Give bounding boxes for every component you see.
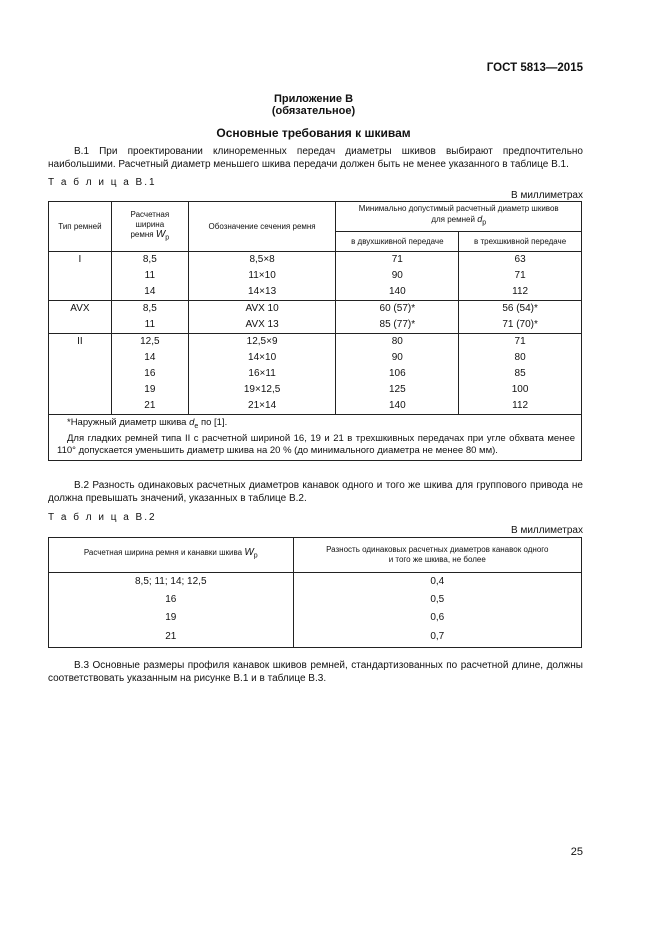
appendix-title: Приложение В [273, 93, 354, 105]
appendix-status: (обязательное) [271, 105, 356, 117]
th-section: Обозначение сечения ремня [188, 202, 336, 252]
th-width: Расчетная ширина ремня $W_р$ [111, 202, 188, 252]
table-row: 16 0,5 [49, 591, 582, 609]
table-row: 11 11×10 90 71 [49, 268, 582, 284]
th-belt-width: Расчетная ширина ремня и канавки шкива $W_р$ [49, 538, 294, 573]
footnote-smooth-belts: Для гладких ремней типа II с расчетной шириной 16, 19 и 21 в трехшкивных передачах при угле обхвата менее 110° допускается уменьшить диаметр шкива на 20 % (до минимального диаметра не менее 80 мм). [57, 432, 575, 456]
table-row: 11 AVX 13 85 (77)* 71 (70)* [49, 317, 582, 334]
table2-units: В миллиметрах [511, 525, 583, 536]
footnote-outer-diameter: *Наружный диаметр шкива $d_e$ по [1]. [67, 417, 228, 430]
table1-units: В миллиметрах [511, 190, 583, 201]
paragraph-b3: В.3 Основные размеры профиля канавок шкивов ремней, стандартизованных по расчетной длине, должны соответствовать указанным на рисунке В.1 и в таблице В.3. [48, 660, 583, 684]
th-three-pulley: в трехшкивной передаче [459, 232, 582, 252]
th-diameter-difference: Разность одинаковых расчетных диаметров канавок одного и того же шкива, не более [293, 538, 581, 573]
table-row: 14 14×10 90 80 [49, 350, 582, 366]
standard-header: ГОСТ 5813—2015 [486, 62, 583, 74]
table-row: 19 0,6 [49, 609, 582, 627]
section-title: Основные требования к шкивам [216, 126, 411, 140]
paragraph-b2: В.2 Разность одинаковых расчетных диаметров канавок одного и того же шкива для группового привода не должна превышать значений, указанных в таблице В.2. [48, 480, 583, 504]
th-type: Тип ремней [49, 202, 112, 252]
th-two-pulley: в двухшкивной передаче [336, 232, 459, 252]
table-row: 16 16×11 106 85 [49, 366, 582, 382]
table-row: 21 0,7 [49, 627, 582, 648]
table-row: 8,5; 11; 14; 12,5 0,4 [49, 573, 582, 592]
table-b1 [48, 201, 582, 461]
table-row: 21 21×14 140 112 [49, 398, 582, 415]
table-row: I 8,5 8,5×8 71 63 [49, 252, 582, 269]
table-row: AVX 8,5 AVX 10 60 (57)* 56 (54)* [49, 301, 582, 318]
table-row: 14 14×13 140 112 [49, 284, 582, 301]
page-number: 25 [570, 846, 583, 858]
paragraph-b1: В.1 При проектировании клиноременных передач диаметры шкивов выбирают предпочтительно наибольшими. Расчетный диаметр меньшего шкива передачи должен быть не менее указанного в таблице В.1. [48, 146, 583, 170]
table1-label: Т а б л и ц а В.1 [48, 177, 157, 188]
table-row: 19 19×12,5 125 100 [49, 382, 582, 398]
table-row: II 12,5 12,5×9 80 71 [49, 334, 582, 351]
table-b2 [48, 537, 582, 648]
th-min-diameter: Минимально допустимый расчетный диаметр шкивов для ремней $d_p$ [336, 202, 582, 232]
table1-footnotes [49, 415, 582, 461]
table2-label: Т а б л и ц а В.2 [48, 512, 157, 523]
